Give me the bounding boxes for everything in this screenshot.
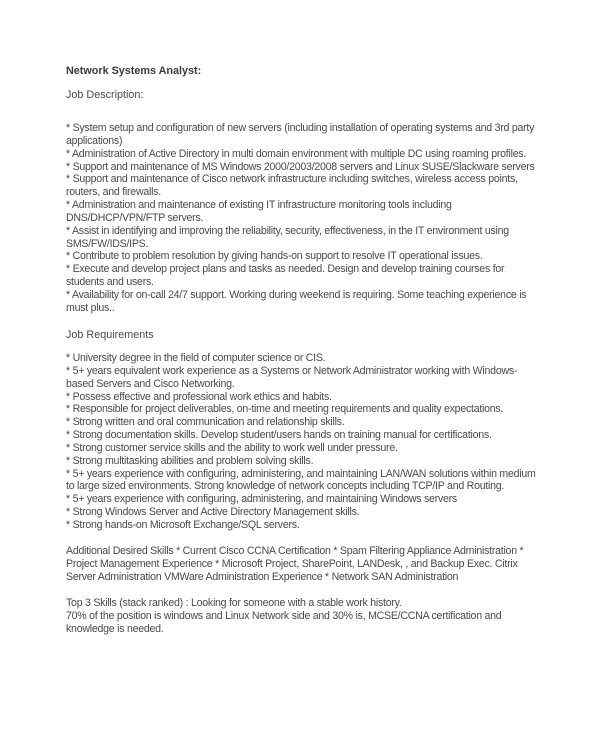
text-line: * Support and maintenance of MS Windows 2000/2003/2008 servers and Linux SUSE/Slackware servers bbox=[66, 160, 535, 173]
text-line: * Execute and develop project plans and tasks as needed. Design and develop training courses for bbox=[66, 263, 505, 276]
job-requirements-list bbox=[66, 352, 536, 532]
text-line: * Availability for on-call 24/7 support. Working during weekend is requiring. Some teaching experience is bbox=[66, 288, 527, 301]
text-line: to large sized environments. Strong knowledge of network concepts including TCP/IP and Routing. bbox=[66, 480, 505, 493]
text-line: * 5+ years equivalent work experience as a Systems or Network Administrator working with Windows- bbox=[66, 364, 518, 377]
text-line: * Contribute to problem resolution by giving hands-on support to resolve IT operational issues. bbox=[66, 250, 483, 263]
text-line: * Support and maintenance of Cisco network infrastructure including switches, wireless access points, bbox=[66, 173, 518, 186]
job-requirements-heading: Job Requirements bbox=[66, 329, 154, 341]
text-line: DNS/DHCP/VPN/FTP servers. bbox=[66, 211, 204, 224]
text-line: SMS/FW/IDS/IPS. bbox=[66, 237, 149, 250]
text-line: Server Administration VMWare Administration Experience * Network SAN Administration bbox=[66, 570, 459, 583]
text-line: Top 3 Skills (stack ranked) : Looking for someone with a stable work history. bbox=[66, 597, 402, 609]
additional-skills-paragraph bbox=[66, 545, 536, 584]
text-line: * Strong written and oral communication and relationship skills. bbox=[66, 416, 345, 429]
text-line: * Possess effective and professional work ethics and habits. bbox=[66, 390, 332, 403]
text-line: Additional Desired Skills * Current Cisco CCNA Certification * Spam Filtering Appliance Administration * bbox=[66, 545, 524, 557]
text-line: * Administration of Active Directory in multi domain environment with multiple DC using roaming profiles. bbox=[66, 147, 527, 160]
text-line: knowledge is needed. bbox=[66, 622, 164, 635]
text-line: * University degree in the field of computer science or CIS. bbox=[66, 352, 326, 364]
text-line: students and users. bbox=[66, 276, 154, 289]
text-line: based Servers and Cisco Networking. bbox=[66, 377, 235, 390]
document-title: Network Systems Analyst: bbox=[66, 65, 202, 77]
text-line: * Administration and maintenance of existing IT infrastructure monitoring tools including bbox=[66, 199, 452, 212]
text-line: * 5+ years experience with configuring, administering, and maintaining Windows servers bbox=[66, 493, 457, 506]
text-line: routers, and firewalls. bbox=[66, 186, 161, 199]
text-line: * Strong Windows Server and Active Directory Management skills. bbox=[66, 506, 360, 519]
job-description-list bbox=[66, 122, 536, 315]
text-line: * Strong customer service skills and the ability to work well under pressure. bbox=[66, 441, 398, 454]
top-skills-paragraph bbox=[66, 597, 536, 636]
text-line: * Assist in identifying and improving the reliability, security, effectiveness, in the IT environment using bbox=[66, 224, 509, 237]
text-line: * Strong documentation skills. Develop student/users hands on training manual for certifications. bbox=[66, 429, 492, 442]
job-description-heading: Job Description: bbox=[66, 89, 144, 101]
text-line: * System setup and configuration of new servers (including installation of operating systems and 3rd party bbox=[66, 122, 535, 134]
text-line: * Responsible for project deliverables, on-time and meeting requirements and quality expectations. bbox=[66, 403, 504, 416]
text-line: * Strong multitasking abilities and problem solving skills. bbox=[66, 454, 314, 467]
text-line: applications) bbox=[66, 134, 123, 147]
text-line: 70% of the position is windows and Linux Network side and 30% is, MCSE/CCNA certification and bbox=[66, 609, 502, 622]
text-line: Project Management Experience * Microsoft Project, SharePoint, LANDesk, , and Backup Exec. Citrix bbox=[66, 557, 518, 570]
text-line: * 5+ years experience with configuring, administering, and maintaining LAN/WAN solutions within medium bbox=[66, 467, 536, 480]
text-line: must plus.. bbox=[66, 301, 115, 314]
text-line: * Strong hands-on Microsoft Exchange/SQL servers. bbox=[66, 518, 300, 531]
